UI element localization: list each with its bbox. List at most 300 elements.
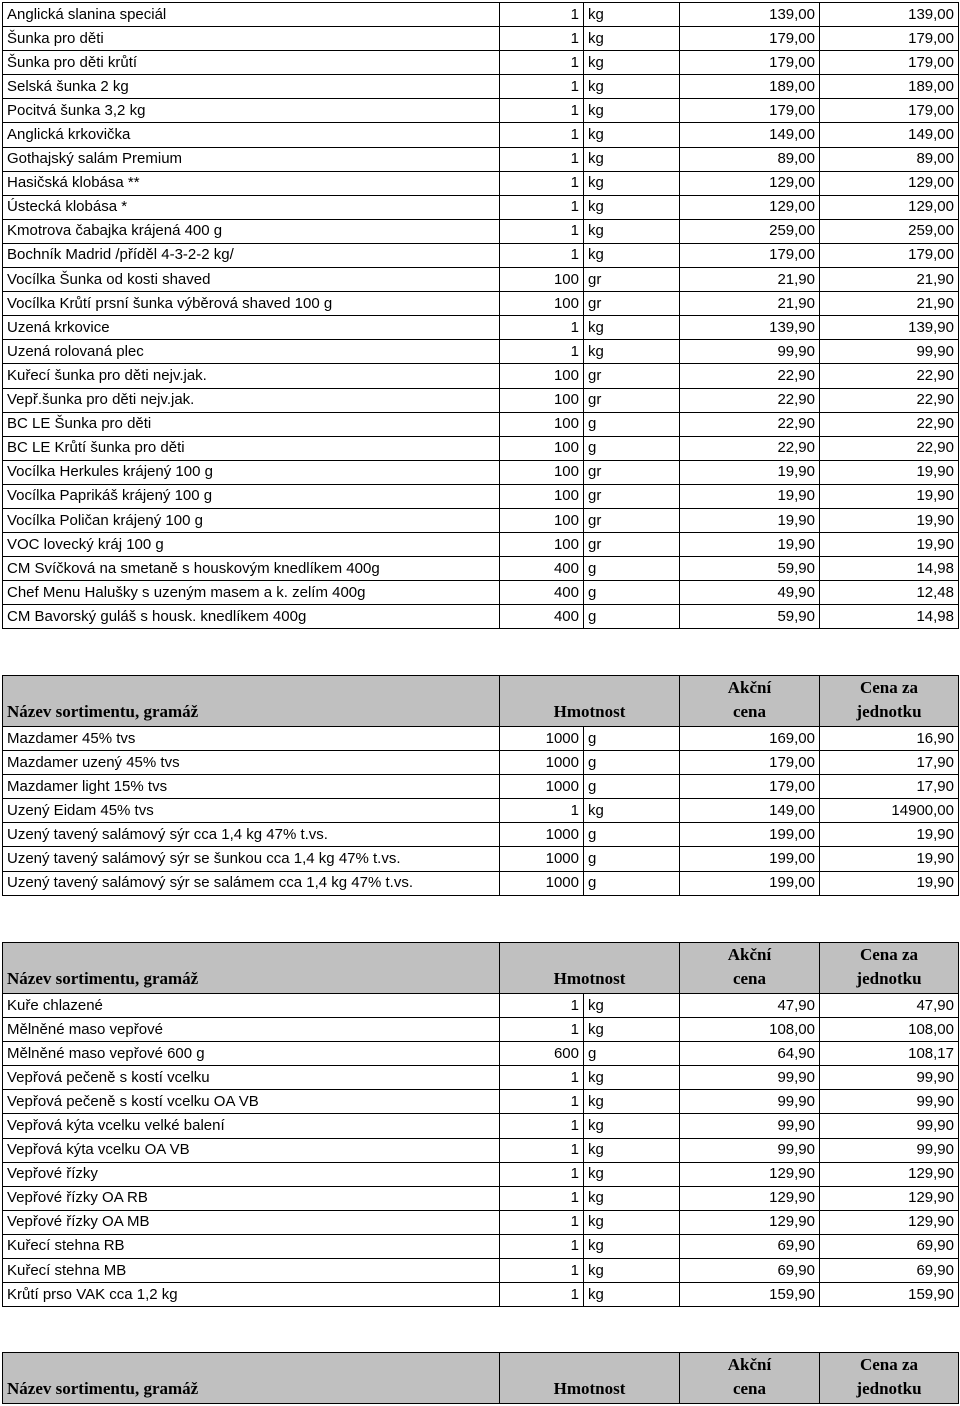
product-unit: kg xyxy=(584,3,680,27)
product-quantity: 1 xyxy=(500,51,584,75)
product-quantity: 1000 xyxy=(500,727,584,751)
table-row xyxy=(3,557,959,581)
product-name: Uzený Eidam 45% tvs xyxy=(3,799,500,823)
product-quantity: 1 xyxy=(500,1066,584,1090)
product-unit: kg xyxy=(584,99,680,123)
unit-price: 22,90 xyxy=(820,388,959,412)
unit-price: 179,00 xyxy=(820,243,959,267)
unit-price: 179,00 xyxy=(820,99,959,123)
table-header-row xyxy=(3,943,959,994)
product-name: Krůtí prso VAK cca 1,2 kg xyxy=(3,1283,500,1307)
sale-price: 149,00 xyxy=(680,799,820,823)
product-quantity: 1000 xyxy=(500,775,584,799)
unit-price: 99,90 xyxy=(820,1090,959,1114)
product-quantity: 1 xyxy=(500,3,584,27)
product-unit: g xyxy=(584,557,680,581)
sale-price: 22,90 xyxy=(680,364,820,388)
table-row xyxy=(3,1162,959,1186)
table-row xyxy=(3,994,959,1018)
product-unit: g xyxy=(584,436,680,460)
sale-price-line-2: cena xyxy=(732,702,767,721)
sale-price: 21,90 xyxy=(680,292,820,316)
unit-price: 179,00 xyxy=(820,51,959,75)
product-name: Uzená krkovice xyxy=(3,316,500,340)
product-unit: gr xyxy=(584,364,680,388)
unit-price: 129,00 xyxy=(820,171,959,195)
price-table-next-section xyxy=(2,1352,959,1404)
table-body xyxy=(3,727,959,896)
product-unit: kg xyxy=(584,799,680,823)
price-table-cured-meats xyxy=(2,2,959,629)
product-quantity: 1 xyxy=(500,195,584,219)
product-name: Vepř.šunka pro děti nejv.jak. xyxy=(3,388,500,412)
product-name: Uzený tavený salámový sýr se salámem cca 1,4 kg 47% t.vs. xyxy=(3,871,500,895)
table-row xyxy=(3,1234,959,1258)
product-unit: gr xyxy=(584,460,680,484)
product-quantity: 1 xyxy=(500,799,584,823)
product-unit: kg xyxy=(584,1138,680,1162)
unit-price-line-1: Cena za xyxy=(859,1355,919,1374)
product-unit: kg xyxy=(584,1234,680,1258)
product-unit: gr xyxy=(584,533,680,557)
product-unit: g xyxy=(584,871,680,895)
column-header-sale-price xyxy=(680,1353,820,1404)
product-quantity: 1 xyxy=(500,123,584,147)
column-header-weight: Hmotnost xyxy=(500,676,680,727)
table-row xyxy=(3,847,959,871)
product-unit: kg xyxy=(584,994,680,1018)
product-name: Vepřové řízky OA RB xyxy=(3,1186,500,1210)
unit-price: 108,17 xyxy=(820,1042,959,1066)
product-name: Kuře chlazené xyxy=(3,994,500,1018)
product-unit: kg xyxy=(584,1210,680,1234)
sale-price: 129,00 xyxy=(680,171,820,195)
product-name: Anglická slanina speciál xyxy=(3,3,500,27)
sale-price: 22,90 xyxy=(680,412,820,436)
product-unit: kg xyxy=(584,51,680,75)
unit-price: 139,00 xyxy=(820,3,959,27)
table-row xyxy=(3,123,959,147)
product-quantity: 1 xyxy=(500,994,584,1018)
unit-price: 108,00 xyxy=(820,1018,959,1042)
product-name: CM Svíčková na smetaně s houskovým knedlíkem 400g xyxy=(3,557,500,581)
unit-price: 189,00 xyxy=(820,75,959,99)
table-row xyxy=(3,1090,959,1114)
product-quantity: 1 xyxy=(500,99,584,123)
table-row xyxy=(3,171,959,195)
product-name: Vocílka Paprikáš krájený 100 g xyxy=(3,484,500,508)
product-name: CM Bavorský guláš s housk. knedlíkem 400g xyxy=(3,605,500,629)
product-unit: kg xyxy=(584,171,680,195)
product-unit: kg xyxy=(584,123,680,147)
sale-price: 199,00 xyxy=(680,823,820,847)
sale-price: 179,00 xyxy=(680,243,820,267)
product-name: Vepřová pečeně s kostí vcelku xyxy=(3,1066,500,1090)
sale-price: 129,90 xyxy=(680,1210,820,1234)
table-row xyxy=(3,871,959,895)
product-quantity: 1 xyxy=(500,1186,584,1210)
product-name: Uzený tavený salámový sýr cca 1,4 kg 47% t.vs. xyxy=(3,823,500,847)
table-row xyxy=(3,3,959,27)
product-unit: kg xyxy=(584,1066,680,1090)
sale-price: 179,00 xyxy=(680,51,820,75)
product-name: Ústecká klobása * xyxy=(3,195,500,219)
product-name: Mazdamer 45% tvs xyxy=(3,727,500,751)
product-unit: g xyxy=(584,727,680,751)
unit-price: 19,90 xyxy=(820,823,959,847)
column-header-weight: Hmotnost xyxy=(500,1353,680,1404)
unit-price: 139,90 xyxy=(820,316,959,340)
table-row xyxy=(3,99,959,123)
product-name: Anglická krkovička xyxy=(3,123,500,147)
unit-price: 22,90 xyxy=(820,412,959,436)
unit-price: 99,90 xyxy=(820,1114,959,1138)
product-unit: g xyxy=(584,605,680,629)
unit-price: 179,00 xyxy=(820,27,959,51)
column-header-weight: Hmotnost xyxy=(500,943,680,994)
table-row xyxy=(3,775,959,799)
product-name: Vepřová pečeně s kostí vcelku OA VB xyxy=(3,1090,500,1114)
table-body xyxy=(3,994,959,1307)
product-quantity: 600 xyxy=(500,1042,584,1066)
product-name: Vocílka Poličan krájený 100 g xyxy=(3,508,500,532)
unit-price-line-1: Cena za xyxy=(859,945,919,964)
product-quantity: 1000 xyxy=(500,871,584,895)
sale-price: 99,90 xyxy=(680,1138,820,1162)
product-quantity: 1 xyxy=(500,1283,584,1307)
sale-price-line-1: Akční xyxy=(727,945,772,964)
product-quantity: 1 xyxy=(500,1210,584,1234)
product-name: Kuřecí stehna RB xyxy=(3,1234,500,1258)
table-row xyxy=(3,292,959,316)
sale-price: 22,90 xyxy=(680,388,820,412)
product-name: Kuřecí stehna MB xyxy=(3,1259,500,1283)
sale-price: 149,00 xyxy=(680,123,820,147)
product-quantity: 1000 xyxy=(500,751,584,775)
unit-price: 21,90 xyxy=(820,292,959,316)
table-row xyxy=(3,460,959,484)
table-row xyxy=(3,219,959,243)
unit-price: 159,90 xyxy=(820,1283,959,1307)
table-row xyxy=(3,316,959,340)
column-header-unit-price xyxy=(820,676,959,727)
product-unit: kg xyxy=(584,195,680,219)
product-name: Vepřové řízky OA MB xyxy=(3,1210,500,1234)
product-unit: kg xyxy=(584,75,680,99)
column-header-unit-price xyxy=(820,1353,959,1404)
table-row xyxy=(3,340,959,364)
product-name: Mazdamer uzený 45% tvs xyxy=(3,751,500,775)
sale-price: 49,90 xyxy=(680,581,820,605)
product-name: Vepřová kýta vcelku velké balení xyxy=(3,1114,500,1138)
sale-price: 69,90 xyxy=(680,1234,820,1258)
column-header-unit-price xyxy=(820,943,959,994)
product-quantity: 1 xyxy=(500,340,584,364)
product-unit: gr xyxy=(584,388,680,412)
sale-price-line-1: Akční xyxy=(727,678,772,697)
product-quantity: 100 xyxy=(500,460,584,484)
unit-price: 99,90 xyxy=(820,1138,959,1162)
product-quantity: 1 xyxy=(500,1090,584,1114)
unit-price: 17,90 xyxy=(820,775,959,799)
product-unit: kg xyxy=(584,316,680,340)
product-name: Vepřové řízky xyxy=(3,1162,500,1186)
product-quantity: 100 xyxy=(500,412,584,436)
product-name: VOC lovecký kráj 100 g xyxy=(3,533,500,557)
product-name: Vepřová kýta vcelku OA VB xyxy=(3,1138,500,1162)
table-row xyxy=(3,195,959,219)
table-row xyxy=(3,412,959,436)
unit-price: 22,90 xyxy=(820,364,959,388)
product-unit: g xyxy=(584,775,680,799)
sale-price: 47,90 xyxy=(680,994,820,1018)
price-table-cheeses xyxy=(2,675,959,896)
table-row xyxy=(3,75,959,99)
product-unit: kg xyxy=(584,1283,680,1307)
table-row xyxy=(3,605,959,629)
product-name: Kmotrova čabajka krájená 400 g xyxy=(3,219,500,243)
unit-price-line-2: jednotku xyxy=(856,1379,922,1398)
product-quantity: 1 xyxy=(500,27,584,51)
sale-price: 19,90 xyxy=(680,508,820,532)
product-name: Mělněné maso vepřové 600 g xyxy=(3,1042,500,1066)
table-row xyxy=(3,1114,959,1138)
product-quantity: 1 xyxy=(500,75,584,99)
table-row xyxy=(3,1018,959,1042)
sale-price: 159,90 xyxy=(680,1283,820,1307)
table-row xyxy=(3,751,959,775)
product-quantity: 400 xyxy=(500,557,584,581)
unit-price: 69,90 xyxy=(820,1234,959,1258)
unit-price: 99,90 xyxy=(820,1066,959,1090)
sale-price: 129,90 xyxy=(680,1186,820,1210)
product-unit: kg xyxy=(584,219,680,243)
product-unit: kg xyxy=(584,1162,680,1186)
product-unit: kg xyxy=(584,27,680,51)
product-unit: gr xyxy=(584,268,680,292)
sale-price: 129,00 xyxy=(680,195,820,219)
unit-price: 14,98 xyxy=(820,557,959,581)
unit-price: 19,90 xyxy=(820,871,959,895)
unit-price: 19,90 xyxy=(820,460,959,484)
product-unit: gr xyxy=(584,484,680,508)
sale-price: 69,90 xyxy=(680,1259,820,1283)
product-quantity: 1 xyxy=(500,1018,584,1042)
unit-price-line-2: jednotku xyxy=(856,969,922,988)
product-name: Pocitvá šunka 3,2 kg xyxy=(3,99,500,123)
sale-price: 179,00 xyxy=(680,751,820,775)
product-unit: kg xyxy=(584,1259,680,1283)
sale-price-line-1: Akční xyxy=(727,1355,772,1374)
product-name: Uzená rolovaná plec xyxy=(3,340,500,364)
product-unit: kg xyxy=(584,340,680,364)
sale-price: 89,00 xyxy=(680,147,820,171)
sale-price: 139,90 xyxy=(680,316,820,340)
product-quantity: 100 xyxy=(500,508,584,532)
product-unit: g xyxy=(584,412,680,436)
column-header-sale-price xyxy=(680,943,820,994)
table-row xyxy=(3,243,959,267)
unit-price: 129,90 xyxy=(820,1186,959,1210)
product-name: Vocílka Šunka od kosti shaved xyxy=(3,268,500,292)
product-name: BC LE Šunka pro děti xyxy=(3,412,500,436)
sale-price: 189,00 xyxy=(680,75,820,99)
table-row xyxy=(3,1259,959,1283)
product-name: Mělněné maso vepřové xyxy=(3,1018,500,1042)
product-quantity: 100 xyxy=(500,388,584,412)
sale-price: 64,90 xyxy=(680,1042,820,1066)
unit-price: 22,90 xyxy=(820,436,959,460)
table-row xyxy=(3,1066,959,1090)
product-quantity: 400 xyxy=(500,605,584,629)
product-quantity: 1 xyxy=(500,1234,584,1258)
sale-price: 179,00 xyxy=(680,27,820,51)
product-name: Šunka pro děti xyxy=(3,27,500,51)
table-row xyxy=(3,388,959,412)
product-quantity: 100 xyxy=(500,533,584,557)
product-unit: kg xyxy=(584,1186,680,1210)
table-row xyxy=(3,364,959,388)
sale-price: 99,90 xyxy=(680,1090,820,1114)
table-row xyxy=(3,1042,959,1066)
product-name: Selská šunka 2 kg xyxy=(3,75,500,99)
column-header-name: Název sortimentu, gramáž xyxy=(3,1353,500,1404)
table-row xyxy=(3,484,959,508)
table-row xyxy=(3,1210,959,1234)
unit-price: 16,90 xyxy=(820,727,959,751)
sale-price: 139,00 xyxy=(680,3,820,27)
sale-price: 199,00 xyxy=(680,847,820,871)
sale-price: 19,90 xyxy=(680,484,820,508)
product-quantity: 400 xyxy=(500,581,584,605)
unit-price-line-2: jednotku xyxy=(856,702,922,721)
product-quantity: 100 xyxy=(500,436,584,460)
product-quantity: 1 xyxy=(500,316,584,340)
unit-price: 129,90 xyxy=(820,1162,959,1186)
table-row xyxy=(3,51,959,75)
unit-price: 259,00 xyxy=(820,219,959,243)
product-quantity: 1 xyxy=(500,147,584,171)
product-unit: gr xyxy=(584,508,680,532)
product-quantity: 1000 xyxy=(500,823,584,847)
product-quantity: 100 xyxy=(500,292,584,316)
sale-price: 259,00 xyxy=(680,219,820,243)
unit-price: 21,90 xyxy=(820,268,959,292)
table-row xyxy=(3,268,959,292)
sale-price: 199,00 xyxy=(680,871,820,895)
table-row xyxy=(3,1283,959,1307)
table-row xyxy=(3,823,959,847)
sale-price: 99,90 xyxy=(680,1066,820,1090)
product-name: Hasičská klobása ** xyxy=(3,171,500,195)
product-name: Bochník Madrid /příděl 4-3-2-2 kg/ xyxy=(3,243,500,267)
sale-price: 59,90 xyxy=(680,605,820,629)
product-unit: g xyxy=(584,751,680,775)
table-row xyxy=(3,147,959,171)
table-row xyxy=(3,27,959,51)
unit-price: 19,90 xyxy=(820,508,959,532)
product-name: Vocílka Herkules krájený 100 g xyxy=(3,460,500,484)
sale-price: 21,90 xyxy=(680,268,820,292)
product-quantity: 1 xyxy=(500,1138,584,1162)
product-quantity: 1000 xyxy=(500,847,584,871)
table-header-row xyxy=(3,1353,959,1404)
product-name: Vocílka Krůtí prsní šunka výběrová shaved 100 g xyxy=(3,292,500,316)
unit-price: 14,98 xyxy=(820,605,959,629)
sale-price: 129,90 xyxy=(680,1162,820,1186)
product-unit: g xyxy=(584,823,680,847)
sale-price: 19,90 xyxy=(680,533,820,557)
product-name: Kuřecí šunka pro děti nejv.jak. xyxy=(3,364,500,388)
table-row xyxy=(3,508,959,532)
column-header-name: Název sortimentu, gramáž xyxy=(3,676,500,727)
product-unit: g xyxy=(584,847,680,871)
sale-price-line-2: cena xyxy=(732,1379,767,1398)
sale-price: 99,90 xyxy=(680,340,820,364)
product-unit: kg xyxy=(584,1090,680,1114)
unit-price: 19,90 xyxy=(820,847,959,871)
product-quantity: 1 xyxy=(500,171,584,195)
product-quantity: 1 xyxy=(500,219,584,243)
product-quantity: 1 xyxy=(500,1259,584,1283)
unit-price-line-1: Cena za xyxy=(859,678,919,697)
unit-price: 14900,00 xyxy=(820,799,959,823)
column-header-name: Název sortimentu, gramáž xyxy=(3,943,500,994)
unit-price: 129,00 xyxy=(820,195,959,219)
unit-price: 149,00 xyxy=(820,123,959,147)
table-row xyxy=(3,1186,959,1210)
table-row xyxy=(3,533,959,557)
unit-price: 129,90 xyxy=(820,1210,959,1234)
unit-price: 17,90 xyxy=(820,751,959,775)
unit-price: 47,90 xyxy=(820,994,959,1018)
price-table-fresh-meats xyxy=(2,942,959,1307)
unit-price: 89,00 xyxy=(820,147,959,171)
product-unit: kg xyxy=(584,1018,680,1042)
product-name: Chef Menu Halušky s uzeným masem a k. zelím 400g xyxy=(3,581,500,605)
sale-price: 108,00 xyxy=(680,1018,820,1042)
product-name: Šunka pro děti krůtí xyxy=(3,51,500,75)
unit-price: 12,48 xyxy=(820,581,959,605)
product-name: Gothajský salám Premium xyxy=(3,147,500,171)
sale-price: 169,00 xyxy=(680,727,820,751)
column-header-sale-price xyxy=(680,676,820,727)
unit-price: 19,90 xyxy=(820,533,959,557)
product-unit: gr xyxy=(584,292,680,316)
product-quantity: 100 xyxy=(500,484,584,508)
unit-price: 99,90 xyxy=(820,340,959,364)
sale-price: 179,00 xyxy=(680,99,820,123)
table-row xyxy=(3,581,959,605)
sale-price: 22,90 xyxy=(680,436,820,460)
unit-price: 69,90 xyxy=(820,1259,959,1283)
product-quantity: 1 xyxy=(500,243,584,267)
product-name: BC LE Krůtí šunka pro děti xyxy=(3,436,500,460)
sale-price: 179,00 xyxy=(680,775,820,799)
table-header-row xyxy=(3,676,959,727)
product-unit: kg xyxy=(584,1114,680,1138)
product-name: Uzený tavený salámový sýr se šunkou cca 1,4 kg 47% t.vs. xyxy=(3,847,500,871)
sale-price-line-2: cena xyxy=(732,969,767,988)
product-unit: g xyxy=(584,1042,680,1066)
product-quantity: 1 xyxy=(500,1162,584,1186)
product-quantity: 1 xyxy=(500,1114,584,1138)
sale-price: 59,90 xyxy=(680,557,820,581)
table-row xyxy=(3,727,959,751)
table-row xyxy=(3,436,959,460)
table-body xyxy=(3,3,959,629)
sale-price: 19,90 xyxy=(680,460,820,484)
